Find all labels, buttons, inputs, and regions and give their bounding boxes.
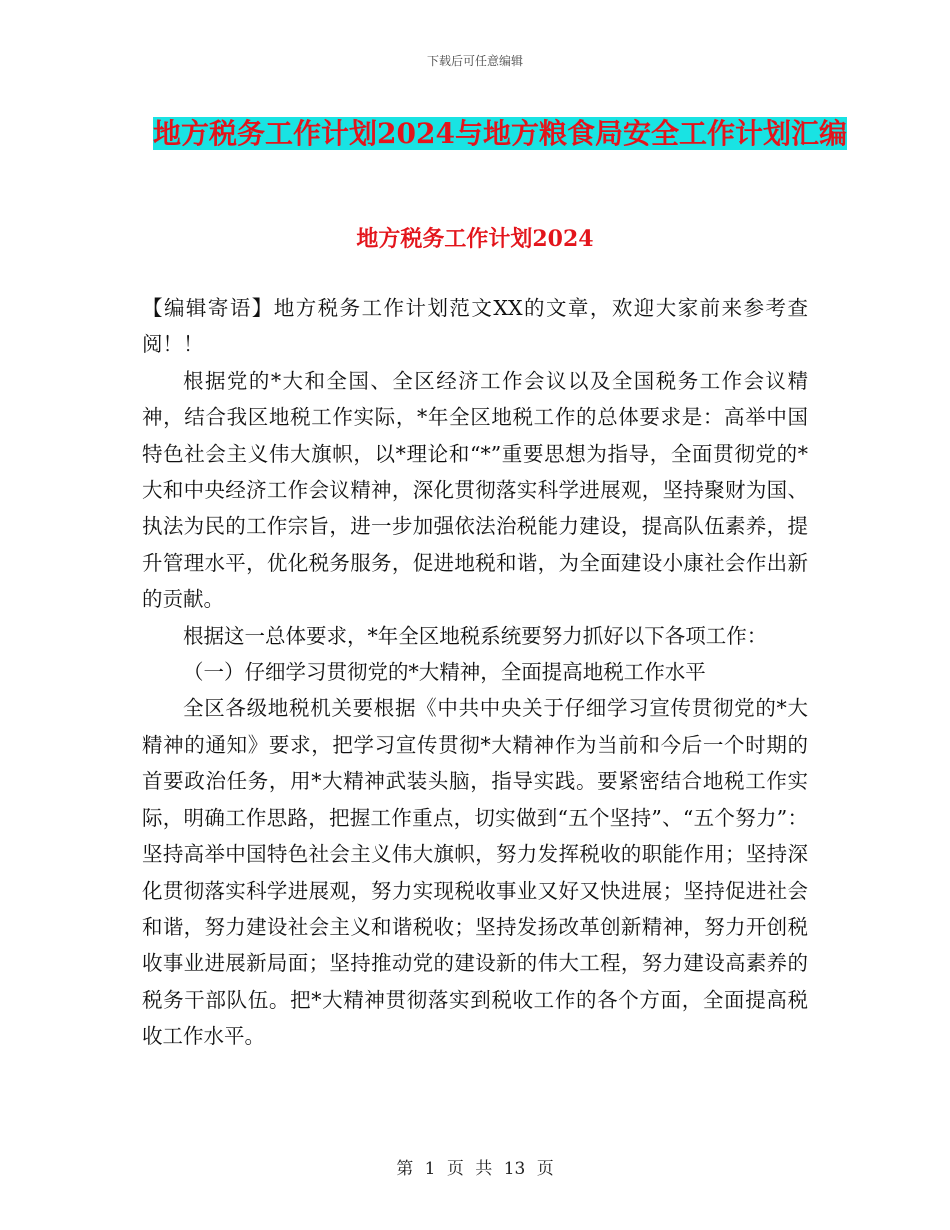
header-note: 下载后可任意编辑 [426, 54, 523, 68]
document-title [150, 112, 850, 156]
section-title: 地方税务工作计划2024 [356, 226, 594, 252]
subheading-paragraph: （一）仔细学习贯彻党的*大精神，全面提高地税工作水平 [183, 660, 706, 685]
body-paragraph: 根据这一总体要求，*年全区地税系统要努力抓好以下各项工作： [183, 623, 768, 648]
body-paragraph: 根据党的*大和全国、全区经济工作会议以及全国税务工作会议精神，结合我区地税工作实际，*年全区地税工作的总体要求是：高举中国特色社会主义伟大旗帜，以*理论和“*”重要思想为指导，全面贯彻党的*大和中央经济工作会议精神，深化贯彻落实科学进展观，坚持聚财为国、执法为民的工作宗旨，进一步加强依法治税能力建设，提高队伍素养，提升管理水平，优化税务服务，促进地税和谐，为全面建设小康社会作出新的贡献。 [142, 368, 808, 612]
document-title-text: 地方税务工作计划2024与地方粮食局安全工作计划汇编 [153, 117, 847, 150]
editor-note-paragraph: 【编辑寄语】地方税务工作计划范文XX的文章，欢迎大家前来参考查阅！！ [142, 296, 808, 357]
body-text [142, 290, 808, 1055]
page-footer: 第 1 页 共 13 页 [396, 1159, 554, 1179]
body-paragraph: 全区各级地税机关要根据《中共中央关于仔细学习宣传贯彻党的*大精神的通知》要求，把学习宣传贯彻*大精神作为当前和今后一个时期的首要政治任务，用*大精神武装头脑，指导实践。要紧密结合地税工作实际，明确工作思路，把握工作重点，切实做到“五个坚持”、“五个努力”：坚持高举中国特色社会主义伟大旗帜，努力发挥税收的职能作用；坚持深化贯彻落实科学进展观，努力实现税收事业又好又快进展；坚持促进社会和谐，努力建设社会主义和谐税收；坚持发扬改革创新精神，努力开创税收事业进展新局面；坚持推动党的建设新的伟大工程，努力建设高素养的税务干部队伍。把*大精神贯彻落实到税收工作的各个方面，全面提高税收工作水平。 [142, 696, 808, 1049]
